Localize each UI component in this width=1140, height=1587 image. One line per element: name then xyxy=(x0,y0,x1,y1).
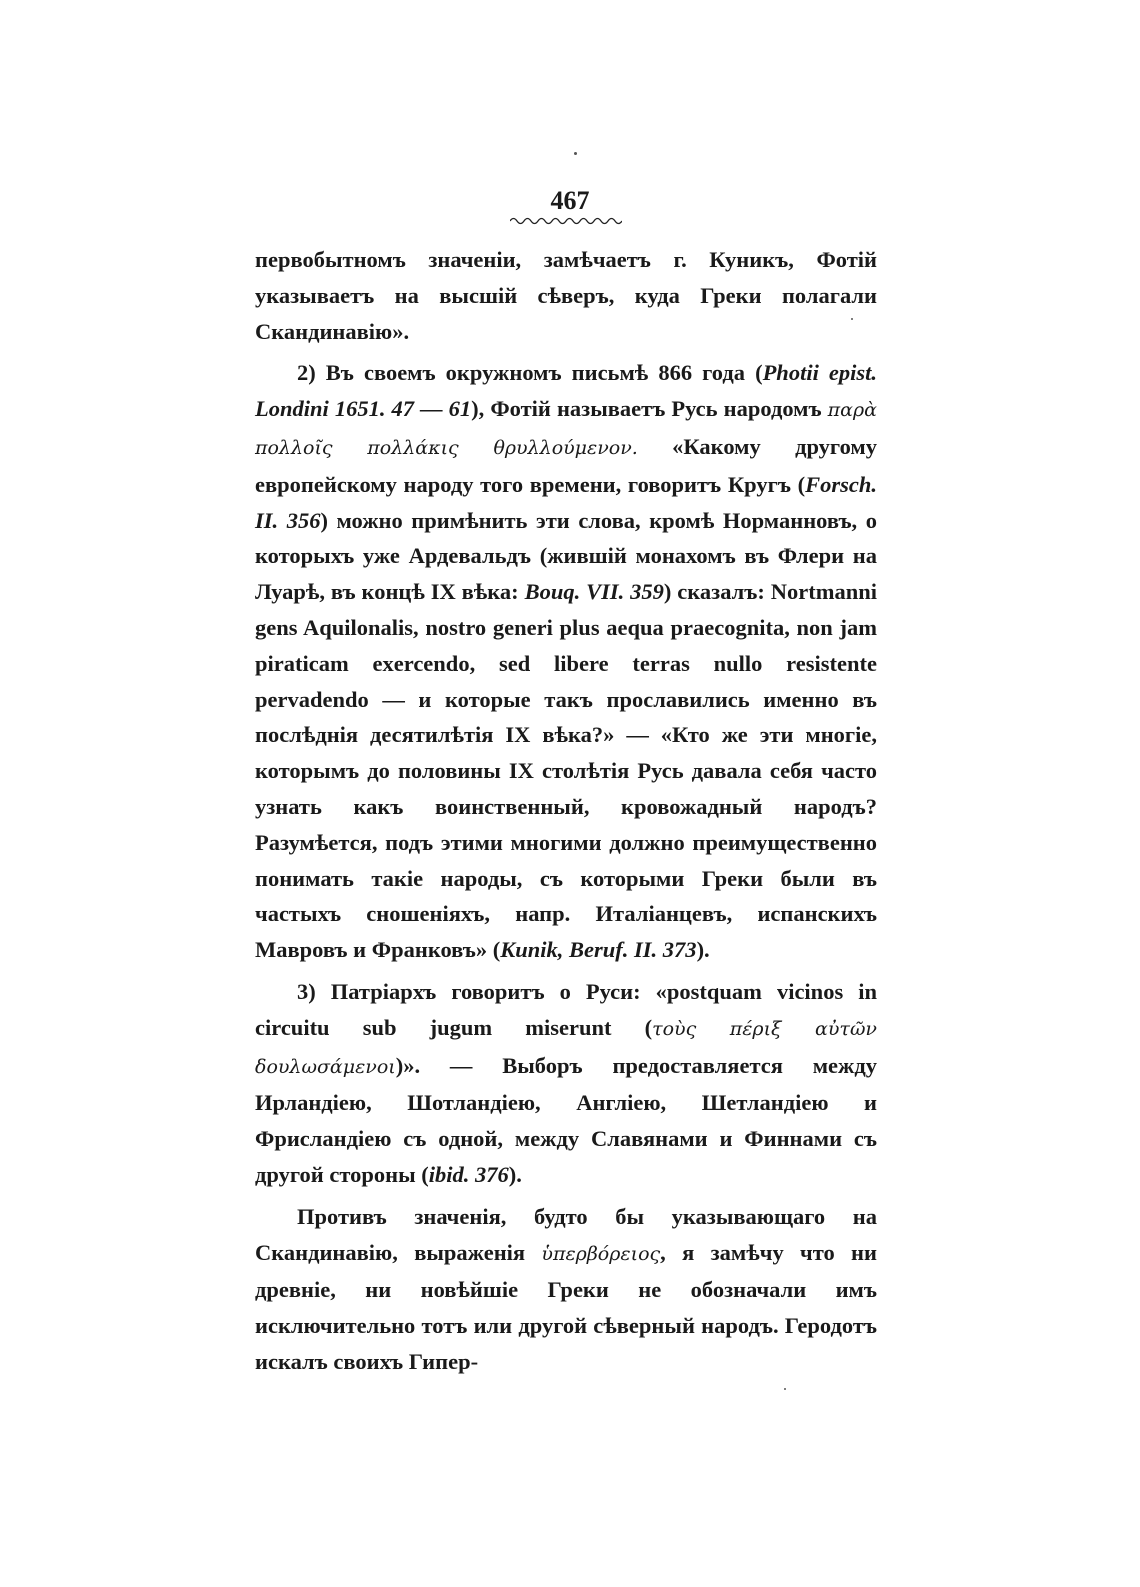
citation: Kunik, Beruf. II. 373 xyxy=(500,937,697,963)
paragraph-3 xyxy=(255,974,877,1193)
citation: Bouq. VII. 359 xyxy=(524,579,664,605)
citation: Photii epist. Londini 1651. 47 — 61 xyxy=(255,360,877,422)
p4-text: , я замѣчу что ни древніе, ни новѣйшіе Греки не обозначали имъ исключительно тотъ или другой сѣверный народъ. Геродотъ искалъ своихъ Гипер- xyxy=(255,1239,877,1374)
citation: ibid. 376 xyxy=(428,1161,509,1187)
p2-text: 2) Въ своемъ окружномъ письмѣ 866 года ( xyxy=(297,360,763,386)
page-number: 467 xyxy=(550,186,590,215)
p3-text: ). xyxy=(508,1161,522,1187)
paragraph-4 xyxy=(255,1199,877,1380)
p2-text: «Какому другому европейскому народу того времени, говоритъ Кругъ ( xyxy=(255,433,877,497)
p2-text: ), Фотій называетъ Русь народомъ xyxy=(471,396,828,422)
p2-text: ) сказалъ: Nortmanni gens Aquilonalis, nostro generi plus aequa praecognita, non jam piraticam exercendo, sed libere terras nullo resistente pervadendo — и которые такъ прославились именно въ послѣднія десятилѣтія IX вѣка?» — «Кто же эти многіе, которымъ до половины IX столѣтія Русь давала себя часто узнать какъ воинственный, кровожадный народъ? Разумѣется, подъ этими многими должно преимущественно понимать такіе народы, съ которыми Греки были въ частыхъ сношеніяхъ, напр. Италіанцевъ, испанскихъ Мавровъ и Франковъ» ( xyxy=(255,579,878,963)
citation: Forsch. II. 356 xyxy=(255,471,877,533)
p2-text: ). xyxy=(696,937,710,963)
body-text xyxy=(255,242,877,1380)
print-speck xyxy=(574,152,577,155)
greek-quote: παρὰ πολλοῖς πολλάκις θρυλλούμενον. xyxy=(255,399,877,459)
greek-word: ὑπερβόρειος xyxy=(541,1242,661,1265)
greek-quote: τοὺς πέριξ αὐτῶν δουλωσάμενοι xyxy=(255,1017,877,1078)
print-speck xyxy=(784,1388,786,1390)
p4-text: Противъ значенія, будто бы указывающаго на Скандинавію, выраженія xyxy=(255,1203,877,1265)
p3-text: 3) Патріархъ говоритъ о Руси: «postquam vicinos in circuitu sub jugum miserunt ( xyxy=(255,978,877,1040)
paragraph-2 xyxy=(255,355,877,968)
p3-text: )». — Выборъ предоставляется между Ирландіею, Шотландіею, Англіею, Шетландіею и Фрисландіею съ одной, между Славянами и Финнами съ другой стороны ( xyxy=(255,1052,877,1187)
paragraph-1: первобытномъ значеніи, замѣчаетъ г. Куникъ, Фотій указываетъ на высшій сѣверъ, куда Греки полагали Скандинавію». xyxy=(255,247,877,344)
p2-text: ) можно примѣнить эти слова, кромѣ Норманновъ, о которыхъ уже Ардевальдъ (жившій монахомъ въ Флери на Луарѣ, въ концѣ IX вѣка: xyxy=(255,507,877,605)
ornamental-rule xyxy=(510,216,622,226)
